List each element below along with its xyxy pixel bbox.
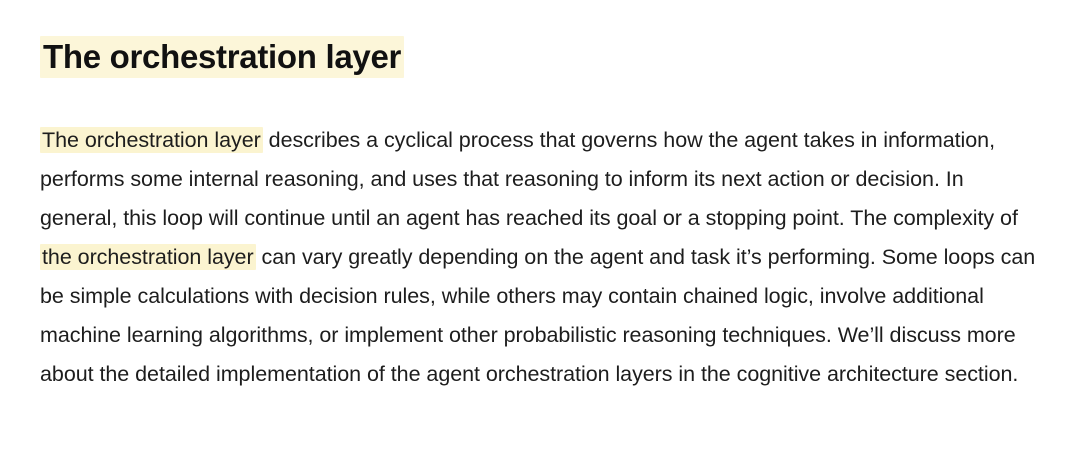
- paragraph-text-segment-1: describes a cyclical process that governs how the agent takes in information, performs some internal reasoning, and uses that reasoning to inform its next action or decision. In general, this loop will continue until an agent has reached its goal or a stopping point. The complexity of: [40, 128, 1018, 231]
- highlighted-phrase-second: the orchestration layer: [42, 245, 254, 270]
- page-title: [40, 36, 404, 77]
- highlighted-phrase-first: The orchestration layer: [42, 128, 261, 153]
- body-paragraph: [40, 121, 1036, 394]
- page-title-highlight: The orchestration layer: [40, 36, 404, 78]
- paragraph-text-segment-2: can vary greatly depending on the agent and task it’s performing. Some loops can be simple calculations with decision rules, while others may contain chained logic, involve additional machine learning algorithms, or implement other probabilistic reasoning techniques. We’ll discuss more about the detailed implementation of the agent orchestration layers in the cognitive architecture section.: [40, 245, 1036, 387]
